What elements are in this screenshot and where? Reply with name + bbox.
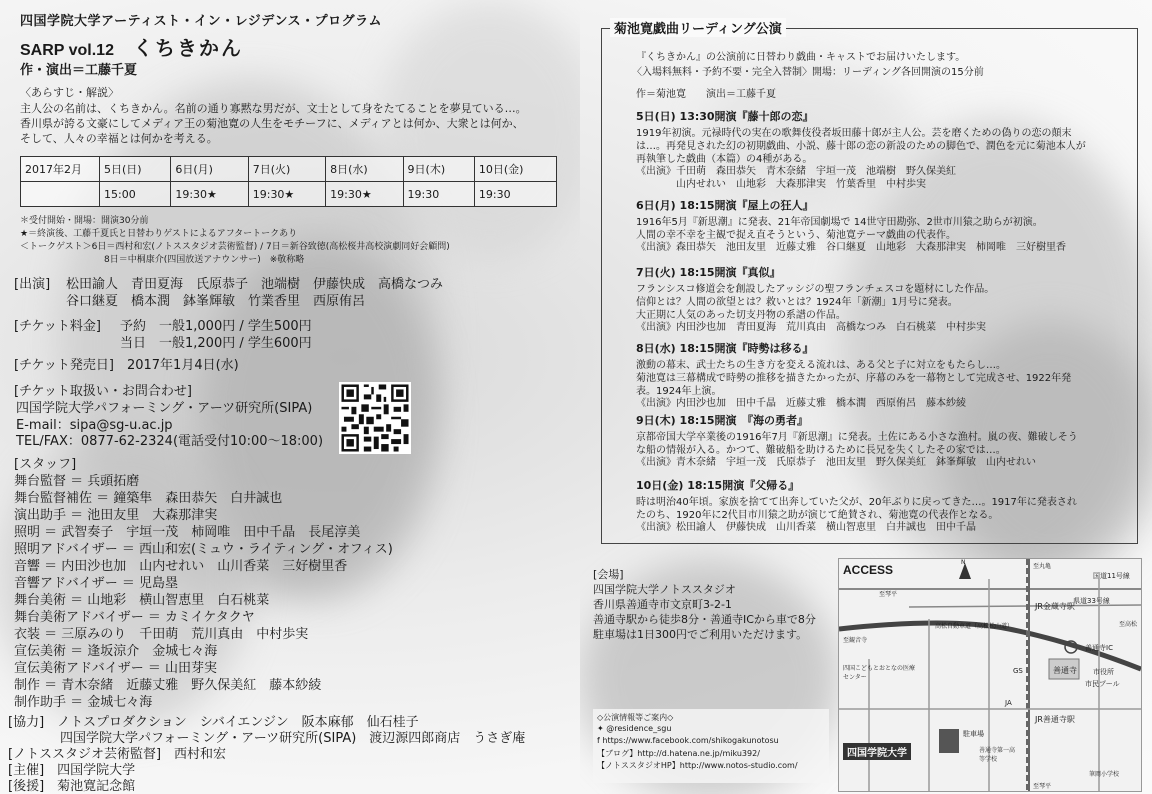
reading-series-title: 菊池寛戯曲リーディング公演 — [610, 18, 786, 37]
cast-line-1: 松田諭人 青田夏海 氏原恭子 池端樹 伊藤快成 高橋なつみ — [66, 277, 444, 292]
credit-line: [ノトススタジオ芸術監督] 西村和宏 — [8, 747, 227, 762]
author-line: 作・演出＝工藤千夏 — [20, 63, 138, 78]
schedule-day: 9日(木) — [403, 157, 474, 182]
note-line: ★＝終演後、工藤千夏氏と日替わりゲストによるアフタートークあり — [20, 229, 298, 239]
cast-line-2: 谷口継夏 橋本潤 鉢峯輝敏 竹業香里 西原侑呂 — [66, 294, 366, 309]
qr-code-icon — [339, 382, 411, 454]
staff-line: 舞台美術 ＝ 山地彩 横山智恵里 白石桃菜 — [14, 593, 270, 608]
credit-line: [主催] 四国学院大学 — [8, 763, 136, 778]
schedule-time: 15:00 — [100, 182, 171, 207]
map-label: 善通寺IC — [1085, 644, 1113, 652]
schedule-days-row — [21, 157, 557, 182]
play-title: くちきかん — [133, 36, 244, 60]
map-label: 四国こどもとおとなの医療センター — [843, 665, 916, 681]
synopsis-line-1: 主人公の名前は、くちきかん。名前の通り寡黙な男だが、文士として身をたてることを夢見ている…。 — [20, 102, 527, 115]
map-label: 県道33号線 — [1073, 597, 1110, 605]
reading-intro-1: 『くちきかん』の公演前に日替わり戯曲・キャストでお届けいたします。 — [636, 52, 966, 63]
show-heading: 8日(水) 18:15開演『時勢は移る』 — [636, 342, 814, 355]
show-desc: 時は明治40年頃。家族を捨てて出奔していた父が、20年ぶりに戻ってきた…。1917年に発表され — [636, 497, 1077, 508]
show-desc: 大正期に人気のあった切支丹物の系譜の作品。 — [636, 310, 846, 321]
show-cast: 《出演》青木奈緒 宇垣一茂 氏原恭子 池田友里 野久保美紅 鉢峯輝敏 山内せれい — [636, 457, 1036, 468]
schedule-day: 10日(金) — [474, 157, 556, 182]
show-desc: 激動の幕末、武士たちの生き方を変える流れは、ある父と子に対立をもたらし…。 — [636, 360, 1006, 371]
access-map — [838, 558, 1142, 792]
schedule-day: 7日(火) — [248, 157, 325, 182]
schedule-day: 5日(日) — [100, 157, 171, 182]
show-desc: 1916年5月『新思潮』に発表、21年帝国劇場で 14世守田勘弥、2世市川猿之助らが初演。 — [636, 217, 1043, 228]
info-twitter[interactable]: @residence_sgu — [606, 724, 672, 733]
contact-label: [チケット取扱い・お問合わせ] — [14, 384, 192, 399]
show-desc: は…。再発見された幻の初期戯曲、小説、藤十郎の恋の新設のための脚色で、潤色を元に菊池本人が — [636, 141, 1086, 152]
map-label: JR善通寺駅 — [1035, 715, 1075, 724]
schedule-day: 8日(水) — [326, 157, 403, 182]
info-facebook-row[interactable] — [597, 736, 779, 745]
show-desc: 京都帝国大学卒業後の1916年7月『新思潮』に発表。土佐にある小さな漁村。嵐の夜、難破しそう — [636, 432, 1078, 443]
show-heading: 6日(月) 18:15開演『屋上の狂人』 — [636, 199, 814, 212]
show-heading: 10日(金) 18:15開演『父帰る』 — [636, 479, 800, 492]
show-cast: 山内せれい 山地彩 大森那津実 竹葉香里 中村歩実 — [636, 179, 926, 190]
schedule-table — [20, 156, 557, 207]
show-desc: 信仰とは？人間の欲望とは？救いとは？1924年「新潮」1月号に発表。 — [636, 297, 958, 308]
staff-line: 衣装 ＝ 三原みのり 千田萌 荒川真由 中村歩実 — [14, 627, 309, 642]
cast-label: [出演] — [14, 277, 51, 292]
note-line: 8日＝中桐康介(四国放送アナウンサー) ※敬称略 — [104, 255, 305, 265]
staff-line: 舞台美術アドバイザー ＝ カミイケタクヤ — [14, 610, 255, 625]
show-desc: 表。1924年上演。 — [636, 386, 722, 397]
credit-line: [協力] ノトスプロダクション シバイエンジン 阪本麻郁 仙石桂子 — [8, 715, 419, 730]
synopsis-line-3: そして、人々の幸福とは何かを考える。 — [20, 132, 218, 145]
info-facebook[interactable]: https://www.facebook.com/shikogakunotosu — [602, 736, 779, 745]
schedule-time: 19:30 — [474, 182, 556, 207]
show-cast: 《出演》内田沙也加 青田夏海 荒川真由 高橋なつみ 白石桃菜 中村歩実 — [636, 322, 986, 333]
venue-label: [会場] — [593, 568, 624, 581]
schedule-empty-cell — [21, 182, 100, 207]
show-cast: 《出演》松田諭人 伊藤快成 山川香菜 横山智恵里 白井誠也 田中千晶 — [636, 522, 976, 533]
staff-line: 宣伝美術アドバイザー ＝ 山田芽実 — [14, 661, 218, 676]
map-label: 至琴平 — [879, 591, 898, 598]
ticket-label: [チケット料金] — [14, 319, 101, 334]
venue-name: 四国学院大学ノトススタジオ — [593, 583, 736, 596]
synopsis-heading: 〈あらすじ・解説〉 — [20, 86, 119, 99]
schedule-month: 2017年2月 — [21, 157, 100, 182]
show-heading: 7日(火) 18:15開演『真似』 — [636, 266, 781, 279]
show-desc: フランシスコ修道会を創設したアッシジの聖フランチェスコを題材にした作品。 — [636, 284, 995, 295]
show-desc: 人間の幸不幸を主観で捉え直そうという、菊池寛テーマ戯曲の代表作。 — [636, 230, 956, 241]
staff-label: [スタッフ] — [14, 457, 77, 472]
staff-line: 演出助手 ＝ 池田友里 大森那津実 — [14, 508, 218, 523]
title-row — [20, 32, 243, 61]
show-heading: 5日(日) 13:30開演『藤十郎の恋』 — [636, 110, 814, 123]
info-homepage[interactable]: 【ノトススタジオHP】http://www.notos-studio.com/ — [597, 761, 798, 770]
ticket-door: 当日 一般1,200円 / 学生600円 — [120, 336, 312, 351]
map-label: 市役所 — [1093, 668, 1114, 676]
map-label: 筆岡小学校 — [1089, 771, 1120, 778]
map-label: JA — [1005, 699, 1012, 707]
staff-line: 制作 ＝ 青木奈緒 近藤丈雅 野久保美紅 藤本紗綾 — [14, 678, 322, 693]
schedule-day: 6日(月) — [171, 157, 248, 182]
reading-intro-2: 〈入場料無料・予約不要・完全入替制〉開場：リーディング各回開演の15分前 — [632, 67, 984, 78]
note-line: ＊受付開始・開場：開演30分前 — [20, 216, 149, 226]
info-blog[interactable]: 【ブログ】http://d.hatena.ne.jp/miku392/ — [597, 749, 760, 758]
schedule-time: 19:30★ — [326, 182, 403, 207]
staff-line: 制作助手 ＝ 金城七々海 — [14, 695, 153, 710]
map-label: 国道11号線 — [1093, 572, 1130, 580]
map-venue-label: 四国学院大学 — [843, 743, 911, 760]
schedule-time: 19:30★ — [248, 182, 325, 207]
twitter-icon: ✦ — [597, 724, 604, 733]
qr-code[interactable] — [339, 382, 411, 454]
note-line: ＜トークゲスト＞6日＝西村和宏(ノトススタジオ芸術監督) / 7日＝新谷致徳(高松桜井高校演劇同好会顧問) — [20, 242, 450, 252]
ticket-advance: 予約 一般1,000円 / 学生500円 — [120, 319, 312, 334]
map-label: 至観音寺 — [843, 637, 868, 644]
staff-line: 照明アドバイザー ＝ 西山和宏(ミュウ・ライティング・オフィス) — [14, 542, 393, 557]
map-label: 至高松 — [1119, 621, 1138, 628]
map-label: 善通寺第一高等学校 — [979, 747, 1016, 763]
map-label: 高松自動車道（高松松山道） — [935, 623, 1014, 630]
staff-line: 照明 ＝ 武智奏子 宇垣一茂 柿岡唯 田中千晶 長尾淳美 — [14, 525, 361, 540]
show-desc: たのち、1920年に2代目市川猿之助が演じて絶賛され、菊池寛の代表作となる。 — [636, 510, 999, 521]
show-cast: 《出演》千田萌 森田恭矢 青木奈緒 宇垣一茂 池端樹 野久保美紅 — [636, 166, 956, 177]
info-twitter-row[interactable] — [597, 724, 671, 733]
map-label: 市民プール — [1085, 680, 1120, 688]
map-label: JR金蔵寺駅 — [1035, 602, 1075, 611]
organization-heading: 四国学院大学アーティスト・イン・レジデンス・プログラム — [20, 14, 382, 29]
map-label: 善通寺 — [1053, 666, 1077, 675]
map-label: 駐車場 — [963, 730, 984, 738]
contact-org: 四国学院大学パフォーミング・アーツ研究所(SIPA) — [16, 401, 313, 416]
map-label: 至琴平 — [1033, 783, 1052, 790]
map-label: GS — [1013, 667, 1023, 675]
facebook-icon: f — [597, 736, 600, 745]
staff-line: 宣伝美術 ＝ 逢坂涼介 金城七々海 — [14, 644, 218, 659]
ticket-release: [チケット発売日] 2017年1月4日(水) — [14, 358, 239, 373]
synopsis-line-2: 香川県が誇る文豪にしてメディア王の菊池寛の人生をモチーフに、メディアとは何か、大衆とは何か、 — [20, 117, 524, 130]
credit-line: 四国学院大学パフォーミング・アーツ研究所(SIPA) 渡辺源四郎商店 うさぎ庵 — [8, 731, 526, 746]
contact-tel: TEL/FAX：0877-62-2324(電話受付10:00～18:00) — [16, 434, 324, 449]
series-label: SARP vol.12 — [20, 42, 114, 59]
credit-line: [後援] 菊池寛記念館 — [8, 779, 136, 794]
show-cast: 《出演》内田沙也加 田中千晶 近藤丈雅 橋本潤 西原侑呂 藤本紗綾 — [636, 398, 966, 409]
info-heading: ◇公演情報等ご案内◇ — [597, 713, 674, 722]
show-desc: 1919年初演。元禄時代の実在の歌舞伎役者坂田藤十郎が主人公。芸を磨くための偽りの恋の顛末 — [636, 128, 1072, 139]
map-label: 至丸亀 — [1033, 563, 1052, 570]
staff-line: 音響アドバイザー ＝ 児島塁 — [14, 576, 179, 591]
schedule-time: 19:30 — [403, 182, 474, 207]
show-cast: 《出演》森田恭矢 池田友里 近藤丈雅 谷口継夏 山地彩 大森那津実 柿岡唯 三好樹里香 — [636, 242, 1066, 253]
staff-line: 舞台監督 ＝ 兵頭拓磨 — [14, 474, 140, 489]
reading-credit: 作＝菊池寛 演出＝工藤千夏 — [636, 89, 776, 100]
venue-access: 善通寺駅から徒歩8分・善通寺ICから車で8分 — [593, 613, 816, 626]
show-heading: 9日(木) 18:15開演 『海の勇者』 — [636, 414, 809, 427]
show-desc: 菊池寛は三幕構成で時勢の推移を描きたかったが、序幕のみを一幕物として完成させ、1922年発 — [636, 373, 1072, 384]
show-desc: 再執筆した戯曲（本篇）の4種がある。 — [636, 154, 813, 165]
venue-parking: 駐車場は1日300円でご利用いただけます。 — [593, 628, 808, 641]
map-north: N — [961, 559, 966, 566]
show-desc: な船の情報が入る。かつて、難破船を助けるために長兄を失くしたその家では…。 — [636, 445, 1006, 456]
staff-line: 舞台監督補佐 ＝ 鐘築隼 森田恭矢 白井誠也 — [14, 491, 283, 506]
contact-email[interactable]: E-mail：sipa@sg-u.ac.jp — [16, 418, 173, 433]
schedule-times-row — [21, 182, 557, 207]
venue-address: 香川県善通寺市文京町3-2-1 — [593, 598, 732, 611]
staff-line: 音響 ＝ 内田沙也加 山内せれい 山川香菜 三好樹里香 — [14, 559, 348, 574]
map-title: ACCESS — [843, 563, 894, 577]
schedule-time: 19:30★ — [171, 182, 248, 207]
